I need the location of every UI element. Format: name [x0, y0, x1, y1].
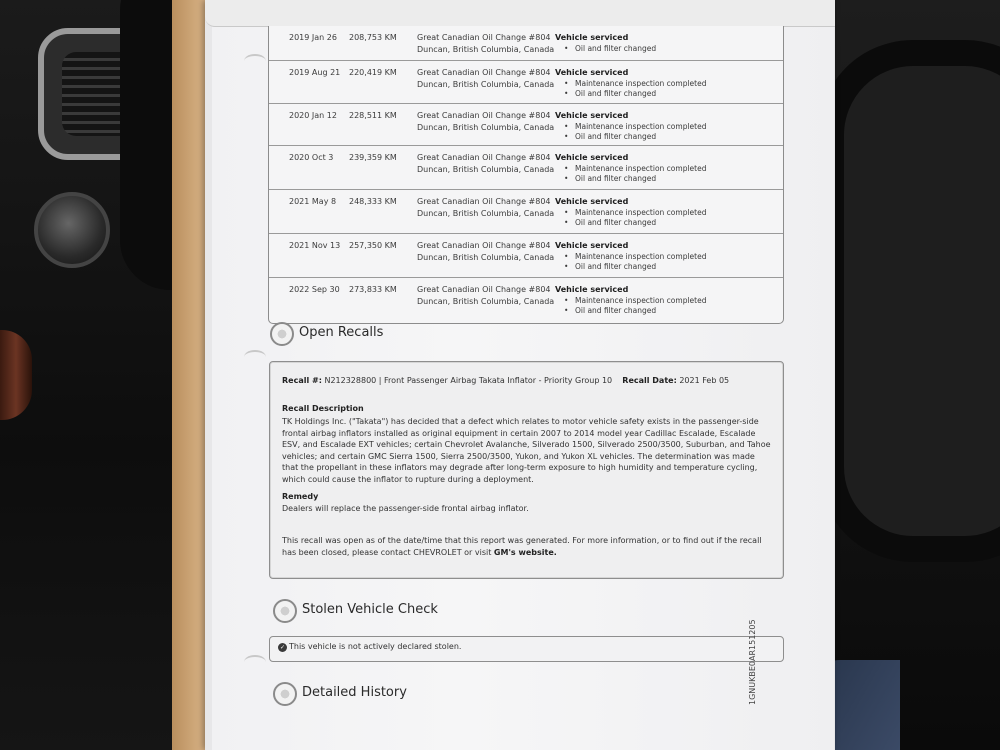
shop-location: Duncan, British Columbia, Canada — [417, 45, 555, 54]
shop-name: Great Canadian Oil Change #804 — [417, 68, 551, 77]
odometer: 228,511 KM — [349, 111, 397, 120]
remedy-text: Dealers will replace the passenger-side frontal airbag inflator. — [282, 504, 529, 513]
event-item: • Oil and filter changed — [555, 218, 706, 228]
event-item: • Maintenance inspection completed — [555, 79, 706, 89]
event-item: • Oil and filter changed — [555, 262, 706, 272]
event-item: • Maintenance inspection completed — [555, 208, 706, 218]
stolen-status: This vehicle is not actively declared stolen. — [289, 642, 462, 651]
history-row — [269, 234, 783, 278]
service-date: 2020 Oct 3 — [289, 153, 334, 162]
service-events — [555, 110, 706, 141]
shop-location: Duncan, British Columbia, Canada — [417, 80, 555, 89]
car-interior-right — [830, 0, 1000, 750]
recall-number-label: Recall #: — [282, 376, 322, 385]
recall-date: 2021 Feb 05 — [679, 376, 730, 385]
open-recalls-heading: Open Recalls — [299, 325, 384, 340]
shop-name: Great Canadian Oil Change #804 — [417, 33, 551, 42]
steering-wheel — [818, 40, 1000, 562]
service-events — [555, 152, 706, 183]
shop-name: Great Canadian Oil Change #804 — [417, 197, 551, 206]
recall-note — [282, 535, 772, 558]
headlight-knob — [34, 192, 110, 268]
stolen-check-icon — [273, 599, 297, 623]
punch-hole — [244, 350, 266, 364]
recall-icon — [270, 322, 294, 346]
shop-location: Duncan, British Columbia, Canada — [417, 123, 555, 132]
history-row — [269, 190, 783, 234]
recall-header — [282, 375, 729, 387]
service-events — [555, 284, 706, 315]
shop-name: Great Canadian Oil Change #804 — [417, 241, 551, 250]
odometer: 273,833 KM — [349, 285, 397, 294]
recall-date-label: Recall Date: — [622, 376, 677, 385]
service-shop — [417, 32, 554, 56]
shop-location: Duncan, British Columbia, Canada — [417, 165, 555, 174]
gm-website-link[interactable]: GM's website. — [493, 547, 557, 557]
stolen-check-heading: Stolen Vehicle Check — [302, 602, 438, 617]
history-row — [269, 26, 783, 61]
odometer: 248,333 KM — [349, 197, 397, 206]
recall-description-label: Recall Description — [282, 404, 364, 413]
event-title: Vehicle serviced — [555, 33, 629, 42]
history-row — [269, 278, 783, 322]
recall-number: N212328800 — [324, 376, 377, 385]
history-row — [269, 61, 783, 104]
event-item: • Maintenance inspection completed — [555, 252, 706, 262]
event-item: • Maintenance inspection completed — [555, 164, 706, 174]
shop-name: Great Canadian Oil Change #804 — [417, 285, 551, 294]
service-shop — [417, 67, 554, 91]
event-title: Vehicle serviced — [555, 153, 629, 162]
service-date: 2021 May 8 — [289, 197, 337, 206]
service-date: 2022 Sep 30 — [289, 285, 340, 294]
odometer: 239,359 KM — [349, 153, 397, 162]
service-events — [555, 32, 656, 54]
wood-trim — [0, 330, 32, 420]
service-shop — [417, 196, 554, 220]
shop-location: Duncan, British Columbia, Canada — [417, 297, 555, 306]
event-item: • Oil and filter changed — [555, 174, 706, 184]
service-date: 2021 Nov 13 — [289, 241, 341, 250]
shop-name: Great Canadian Oil Change #804 — [417, 111, 551, 120]
remedy-label: Remedy — [282, 492, 319, 501]
event-title: Vehicle serviced — [555, 241, 629, 250]
event-item: • Oil and filter changed — [555, 132, 706, 142]
service-shop — [417, 240, 554, 264]
service-history-table — [268, 26, 784, 324]
folded-page-edge — [205, 0, 835, 27]
service-date: 2019 Aug 21 — [289, 68, 341, 77]
event-item: • Maintenance inspection completed — [555, 296, 706, 306]
recall-note-text: This recall was open as of the date/time that this report was generated. For more information, or to find out if the recall has been closed, please contact CHEVROLET or visit — [282, 536, 762, 557]
service-shop — [417, 284, 554, 308]
detailed-history-heading: Detailed History — [302, 685, 407, 700]
event-item: • Oil and filter changed — [555, 44, 656, 54]
shop-name: Great Canadian Oil Change #804 — [417, 153, 551, 162]
odometer: 257,350 KM — [349, 241, 397, 250]
recall-card — [269, 361, 784, 579]
shop-location: Duncan, British Columbia, Canada — [417, 253, 555, 262]
service-events — [555, 240, 706, 271]
service-events — [555, 196, 706, 227]
history-row — [269, 146, 783, 190]
check-icon: ✓ — [279, 644, 286, 651]
event-title: Vehicle serviced — [555, 68, 629, 77]
event-item: • Maintenance inspection completed — [555, 122, 706, 132]
stolen-status-box — [269, 636, 784, 662]
service-date: 2020 Jan 12 — [289, 111, 337, 120]
event-title: Vehicle serviced — [555, 197, 629, 206]
punch-hole — [244, 54, 266, 68]
punch-hole — [244, 655, 266, 669]
service-events — [555, 67, 706, 98]
event-item: • Oil and filter changed — [555, 89, 706, 99]
shop-location: Duncan, British Columbia, Canada — [417, 209, 555, 218]
history-icon — [273, 682, 297, 706]
service-shop — [417, 110, 554, 134]
service-shop — [417, 152, 554, 176]
odometer: 208,753 KM — [349, 33, 397, 42]
event-item: • Oil and filter changed — [555, 306, 706, 316]
recall-description: TK Holdings Inc. ("Takata") has decided that a defect which relates to motor vehicle safety exists in the passenger-side frontal airbag inflators installed as original equipment in certain 2007 to 2014 model year Cadillac Escalade, Escalade ESV, and Escalade EXT vehicles; certain Chevrolet Avalanche, Silverado 1500, Silverado 2500/3500, Suburban, and Tahoe vehicles; and certain GMC Sierra 1500, Sierra 2500/3500, Yukon, and Yukon XL vehicles. The determination was made that the propellant in these inflators may degrade after long-term exposure to high humidity and temperature cycling, which could cause the inflator to rupture during a deployment. — [282, 417, 771, 484]
event-title: Vehicle serviced — [555, 111, 629, 120]
odometer: 220,419 KM — [349, 68, 397, 77]
vin-number: 1GNUKBE0AR151205 — [748, 619, 757, 705]
history-row — [269, 104, 783, 146]
recall-title: | Front Passenger Airbag Takata Inflator - Priority Group 10 — [378, 376, 613, 385]
service-date: 2019 Jan 26 — [289, 33, 337, 42]
event-title: Vehicle serviced — [555, 285, 629, 294]
